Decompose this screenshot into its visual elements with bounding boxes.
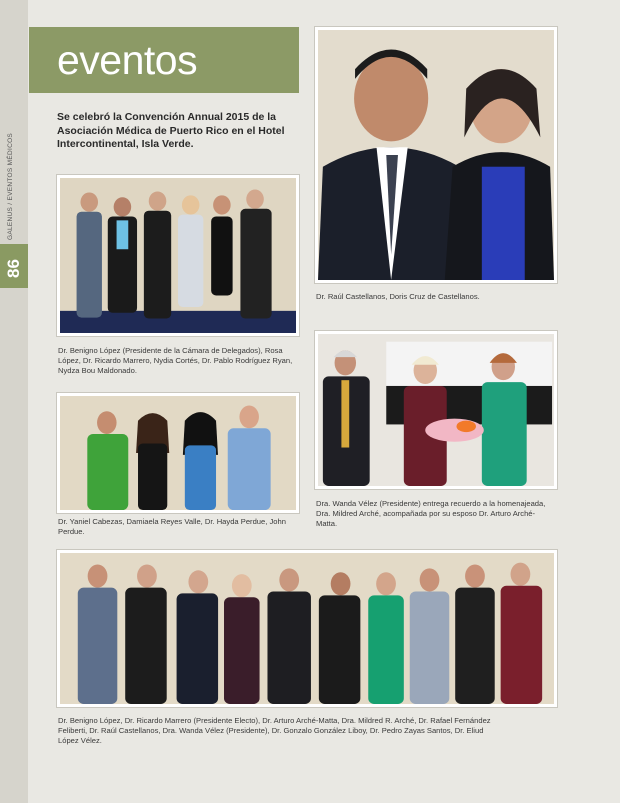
page-number-badge — [0, 244, 28, 288]
sidebar-strip — [0, 0, 28, 803]
couple-photo-image — [318, 30, 554, 280]
large-group-photo — [57, 550, 557, 707]
couple-photo — [315, 27, 557, 283]
page-number: 86 — [4, 259, 23, 278]
intro-text: Se celebró la Convención Annual 2015 de la Asociación Médica de Puerto Rico en el Hotel Intercontinental, Isla Verde. — [57, 111, 285, 150]
group-photo-six — [57, 175, 299, 336]
award-photo — [315, 331, 557, 489]
caption-large-group: Dr. Benigno López, Dr. Ricardo Marrero (Presidente Electo), Dr. Arturo Arché-Matta, Dra. Mildred R. Arché, Dr. Rafael Fernández Feliberti, Dr. Raúl Castellanos, Dra. Wanda Vélez (Presidente), Dr. Gonzalo González Liboy, Dr. Pedro Zayas Santos, Dr. Eliud López Vélez. — [58, 716, 491, 745]
caption-photo-six: Dr. Benigno López (Presidente de la Cámara de Delegados), Rosa López, Dr. Ricardo Marrero, Nydia Cortés, Dr. Pablo Rodríguez Ryan, Nydza Bou Maldonado. — [58, 346, 293, 375]
caption-group-four: Dr. Yaniel Cabezas, Damiaela Reyes Valle, Dr. Hayda Perdue, John Perdue. — [58, 517, 286, 536]
section-label: GALENUS / EVENTOS MÉDICOS — [7, 132, 14, 240]
group-photo-image — [60, 178, 296, 333]
page-title: eventos — [57, 37, 198, 83]
caption-couple: Dr. Raúl Castellanos, Doris Cruz de Castellanos. — [316, 292, 480, 301]
large-group-image — [60, 553, 554, 704]
group-four-image — [60, 396, 296, 510]
award-photo-image — [318, 334, 554, 486]
group-photo-four — [57, 393, 299, 513]
caption-award: Dra. Wanda Vélez (Presidente) entrega recuerdo a la homenajeada, Dra. Mildred Arché, acompañada por su esposo Dr. Arturo Arché-Matta. — [316, 499, 546, 528]
section-banner — [29, 27, 299, 93]
